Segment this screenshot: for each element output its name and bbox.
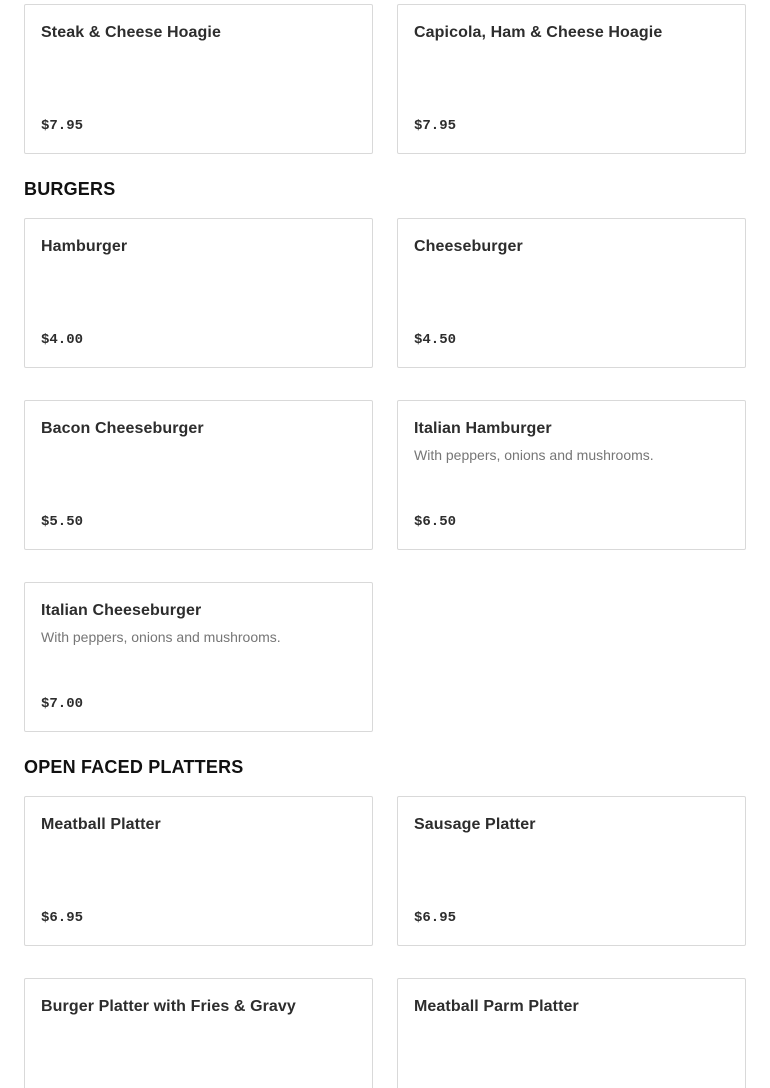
menu-item-card[interactable] bbox=[24, 218, 373, 368]
menu-item-price: $7.95 bbox=[41, 118, 84, 134]
menu-item-card[interactable] bbox=[24, 582, 373, 732]
menu-item-price: $4.00 bbox=[41, 332, 84, 348]
menu-item-price: $4.50 bbox=[414, 332, 457, 348]
menu-item-card[interactable] bbox=[397, 978, 746, 1088]
menu-item-name: Steak & Cheese Hoagie bbox=[41, 24, 221, 41]
menu-item-price: $5.50 bbox=[41, 514, 84, 530]
menu-item-card[interactable] bbox=[397, 400, 746, 550]
menu-item-name: Cheeseburger bbox=[414, 238, 523, 255]
menu-item-card[interactable] bbox=[24, 400, 373, 550]
menu-item-description: With peppers, onions and mushrooms. bbox=[41, 629, 281, 645]
menu-item-price: $7.00 bbox=[41, 696, 84, 712]
menu-item-name: Sausage Platter bbox=[414, 816, 536, 833]
menu-item-card[interactable] bbox=[397, 796, 746, 946]
menu-item-card[interactable] bbox=[397, 218, 746, 368]
section-heading-open-faced-platters: OPEN FACED PLATTERS bbox=[24, 757, 244, 777]
menu-item-price: $6.50 bbox=[414, 514, 457, 530]
menu-item-name: Italian Cheeseburger bbox=[41, 602, 202, 619]
menu-item-name: Bacon Cheeseburger bbox=[41, 420, 204, 437]
menu-item-name: Burger Platter with Fries & Gravy bbox=[41, 998, 296, 1015]
menu-item-name: Italian Hamburger bbox=[414, 420, 552, 437]
menu-item-card[interactable] bbox=[24, 4, 373, 154]
menu-item-name: Hamburger bbox=[41, 238, 128, 255]
menu-item-description: With peppers, onions and mushrooms. bbox=[414, 447, 654, 463]
menu-item-name: Meatball Parm Platter bbox=[414, 998, 579, 1015]
menu-item-card[interactable] bbox=[24, 796, 373, 946]
menu-item-card[interactable] bbox=[397, 4, 746, 154]
menu-item-name: Capicola, Ham & Cheese Hoagie bbox=[414, 24, 663, 41]
menu-item-price: $6.95 bbox=[414, 910, 457, 926]
menu-item-name: Meatball Platter bbox=[41, 816, 161, 833]
section-heading-burgers: BURGERS bbox=[24, 179, 116, 199]
menu-item-card[interactable] bbox=[24, 978, 373, 1088]
menu-item-price: $6.95 bbox=[41, 910, 84, 926]
menu-item-price: $7.95 bbox=[414, 118, 457, 134]
